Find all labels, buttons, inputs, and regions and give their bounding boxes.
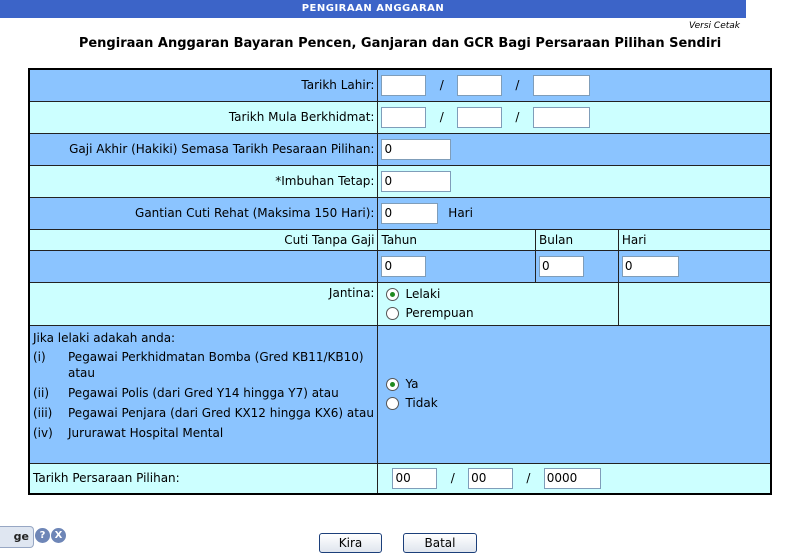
gantian-cuti-label: Gantian Cuti Rehat (Maksima 150 Hari): (29, 197, 378, 229)
row-cuti-tanpa-gaji-header (29, 229, 771, 250)
lelaki-options (378, 325, 771, 463)
gaji-akhir-input[interactable] (381, 139, 451, 160)
row-imbuhan (29, 165, 771, 197)
title-bar (0, 0, 746, 18)
radio-selected-icon[interactable] (386, 288, 399, 301)
list-item: (i) Pegawai Perkhidmatan Bomba (Gred KB11/KB10) atau (33, 349, 364, 380)
lelaki-criteria-list (33, 349, 374, 441)
bulan-label: Bulan (536, 229, 619, 250)
page-heading: Pengiraan Anggaran Bayaran Pencen, Ganjaran dan GCR Bagi Persaraan Pilihan Sendiri (78, 36, 722, 51)
help-icon[interactable]: ? (35, 528, 50, 543)
row-tarikh-mula (29, 101, 771, 133)
gantian-cuti-unit: Hari (448, 206, 473, 220)
lelaki-question-intro: Jika lelaki adakah anda: (33, 330, 176, 345)
lelaki-question (29, 325, 378, 463)
lelaki-option-ya[interactable]: Ya (386, 375, 767, 394)
page-tab-button[interactable]: ge (0, 526, 34, 548)
row-lelaki-question (29, 325, 771, 463)
tarikh-persaraan-day-input[interactable] (392, 468, 437, 489)
tarikh-mula-day-input[interactable] (381, 107, 426, 128)
tarikh-persaraan-month-input[interactable] (468, 468, 513, 489)
kira-button[interactable]: Kira (319, 533, 382, 553)
tarikh-mula-fields (378, 101, 771, 133)
cuti-tanpa-gaji-label: Cuti Tanpa Gaji (29, 229, 378, 250)
close-icon[interactable]: X (51, 528, 66, 543)
cuti-hari-input[interactable] (622, 256, 679, 277)
tarikh-lahir-year-input[interactable] (533, 75, 590, 96)
list-item: (iii) Pegawai Penjara (dari Gred KX12 hingga KX6) atau (33, 405, 374, 420)
title-bar-text: PENGIRAAN ANGGARAN (301, 3, 445, 14)
row-gaji-akhir (29, 133, 771, 165)
tarikh-lahir-label: Tarikh Lahir: (29, 69, 378, 101)
row-tarikh-lahir (29, 69, 771, 101)
list-item: (iv) Jururawat Hospital Mental (33, 425, 224, 440)
gaji-akhir-label: Gaji Akhir (Hakiki) Semasa Tarikh Pesaraan Pilihan: (29, 133, 378, 165)
date-separator: / (450, 471, 455, 486)
tarikh-lahir-month-input[interactable] (457, 75, 502, 96)
jantina-label: Jantina: (29, 282, 378, 325)
tarikh-mula-month-input[interactable] (457, 107, 502, 128)
gantian-cuti-input[interactable] (381, 203, 438, 224)
tarikh-mula-label: Tarikh Mula Berkhidmat: (29, 101, 378, 133)
hari-label: Hari (618, 229, 771, 250)
date-separator: / (439, 78, 444, 93)
date-separator: / (526, 471, 531, 486)
date-separator: / (515, 110, 520, 124)
estimation-form (28, 68, 772, 495)
tarikh-persaraan-fields (378, 463, 771, 494)
list-item: (ii) Pegawai Polis (dari Gred Y14 hingga Y7) atau (33, 385, 339, 400)
lelaki-option-tidak[interactable]: Tidak (386, 394, 767, 413)
batal-button[interactable]: Batal (403, 533, 477, 553)
tarikh-mula-year-input[interactable] (533, 107, 590, 128)
jantina-option-lelaki[interactable]: Lelaki (386, 285, 614, 304)
tarikh-persaraan-year-input[interactable] (544, 468, 601, 489)
row-jantina (29, 282, 771, 325)
date-separator: / (515, 78, 520, 93)
imbuhan-input[interactable] (381, 171, 451, 192)
tarikh-persaraan-label: Tarikh Persaraan Pilihan: (29, 463, 378, 494)
row-cuti-tanpa-gaji-inputs (29, 250, 771, 282)
cuti-tahun-input[interactable] (381, 256, 426, 277)
date-separator: / (439, 110, 444, 124)
cuti-bulan-input[interactable] (539, 256, 584, 277)
row-gantian-cuti (29, 197, 771, 229)
tahun-label: Tahun (378, 229, 536, 250)
radio-selected-icon[interactable] (386, 378, 399, 391)
row-tarikh-persaraan (29, 463, 771, 494)
radio-unselected-icon[interactable] (386, 397, 399, 410)
jantina-options (378, 282, 618, 325)
jantina-option-perempuan[interactable]: Perempuan (386, 304, 614, 323)
tarikh-lahir-day-input[interactable] (381, 75, 426, 96)
print-version-link[interactable]: Versi Cetak (689, 21, 740, 31)
imbuhan-label: *Imbuhan Tetap: (29, 165, 378, 197)
tarikh-lahir-fields (378, 69, 771, 101)
radio-unselected-icon[interactable] (386, 307, 399, 320)
